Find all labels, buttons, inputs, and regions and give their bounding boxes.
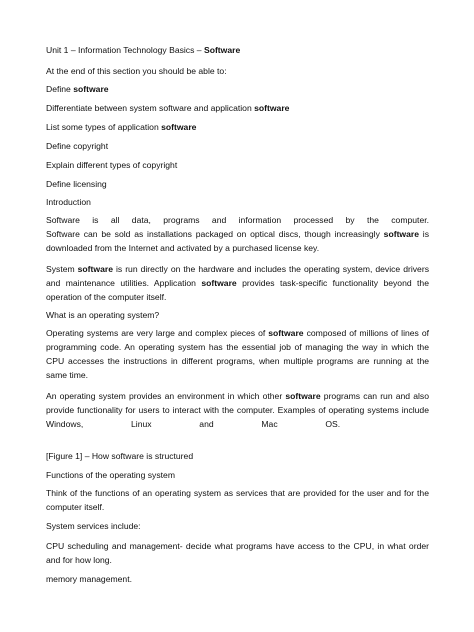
paragraph-line: downloaded from the Internet and activated by a purchased license key. bbox=[46, 243, 320, 253]
objective-item: Define licensing bbox=[46, 179, 107, 189]
objective-item: Define software bbox=[46, 84, 109, 94]
functions-heading: Functions of the operating system bbox=[46, 470, 175, 480]
intro-line: At the end of this section you should be able to: bbox=[46, 66, 227, 76]
objective-item: Explain different types of copyright bbox=[46, 160, 178, 170]
objective-item: Define copyright bbox=[46, 141, 109, 151]
unit-title: Unit 1 – Information Technology Basics – Software bbox=[46, 45, 241, 55]
paragraph-line: and for how long. bbox=[46, 555, 112, 565]
paragraph-line: Software is all data, programs and information processed by the computer. bbox=[46, 215, 429, 225]
paragraph-line: Software can be sold as installations packaged on optical discs, though increasingly software is bbox=[46, 229, 429, 239]
paragraph-line: computer itself. bbox=[46, 502, 105, 512]
os-question-heading: What is an operating system? bbox=[46, 310, 160, 320]
paragraph-line: provide functionality for users to interact with the computer. Examples of operating systems include bbox=[46, 405, 429, 415]
paragraph-line: same time. bbox=[46, 370, 89, 380]
objective-item: Differentiate between system software and application software bbox=[46, 103, 290, 113]
paragraph-line: An operating system provides an environment in which other software programs can run and also bbox=[46, 391, 429, 401]
paragraph-line: operation of the computer itself. bbox=[46, 292, 167, 302]
objective-item: List some types of application software bbox=[46, 122, 197, 132]
paragraph-line: CPU scheduling and management- decide what programs have access to the CPU, in what order bbox=[46, 541, 429, 551]
paragraph-line: and maintenance utilities. Application software provides task-specific functionality beyond the bbox=[46, 278, 429, 288]
paragraph-line: CPU accesses the instructions in different programs, when multiple programs are running at the bbox=[46, 356, 429, 366]
figure-caption: [Figure 1] – How software is structured bbox=[46, 451, 194, 461]
paragraph-line: Windows, Linux and Mac OS. bbox=[46, 419, 341, 429]
paragraph-line: System software is run directly on the hardware and includes the operating system, device drivers bbox=[46, 264, 429, 274]
paragraph-line: Think of the functions of an operating system as services that are provided for the user and for the bbox=[46, 488, 429, 498]
services-label: System services include: bbox=[46, 521, 141, 531]
paragraph-line: programming code. An operating system has the essential job of managing the way in which the bbox=[46, 342, 429, 352]
paragraph-line: Operating systems are very large and complex pieces of software composed of millions of lines of bbox=[46, 328, 429, 338]
memory-line: memory management. bbox=[46, 574, 132, 584]
introduction-heading: Introduction bbox=[46, 197, 91, 207]
